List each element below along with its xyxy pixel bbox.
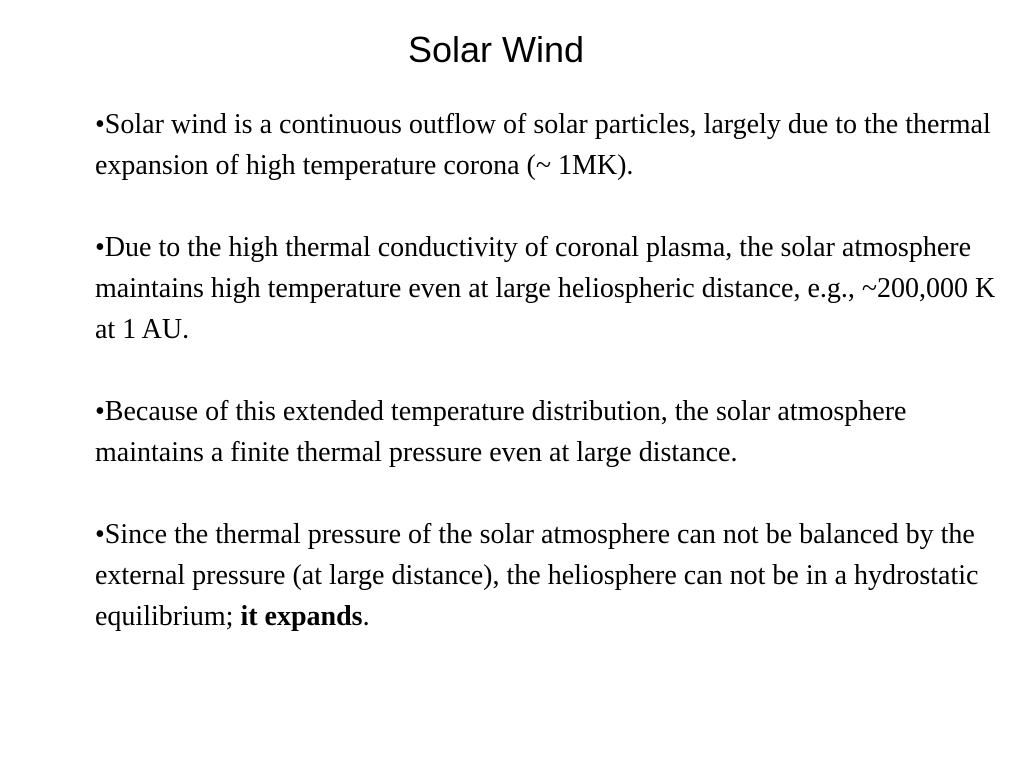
slide-title: Solar Wind [407, 29, 585, 70]
bullet-text-before: •Since the thermal pressure of the solar atmosphere can not be balanced by the external pressure (at large distance), the heliosphere can not be in a hydrostatic equilibrium; [95, 519, 979, 632]
bullet-hydrostatic-equilibrium [95, 514, 1000, 637]
bullet-solar-wind-definition: •Solar wind is a continuous outflow of solar particles, largely due to the thermal expansion of high temperature corona (~ 1MK). [95, 109, 991, 181]
bullet-emphasis: it expands [240, 601, 363, 632]
bullet-list [95, 104, 1000, 637]
bullet-thermal-pressure: •Because of this extended temperature distribution, the solar atmosphere maintains a finite thermal pressure even at large distance. [95, 396, 907, 468]
bullet-text-after: . [362, 601, 370, 632]
bullet-thermal-conductivity: •Due to the high thermal conductivity of coronal plasma, the solar atmosphere maintains high temperature even at large heliospheric distance, e.g., ~200,000 K at 1 AU. [95, 232, 996, 345]
